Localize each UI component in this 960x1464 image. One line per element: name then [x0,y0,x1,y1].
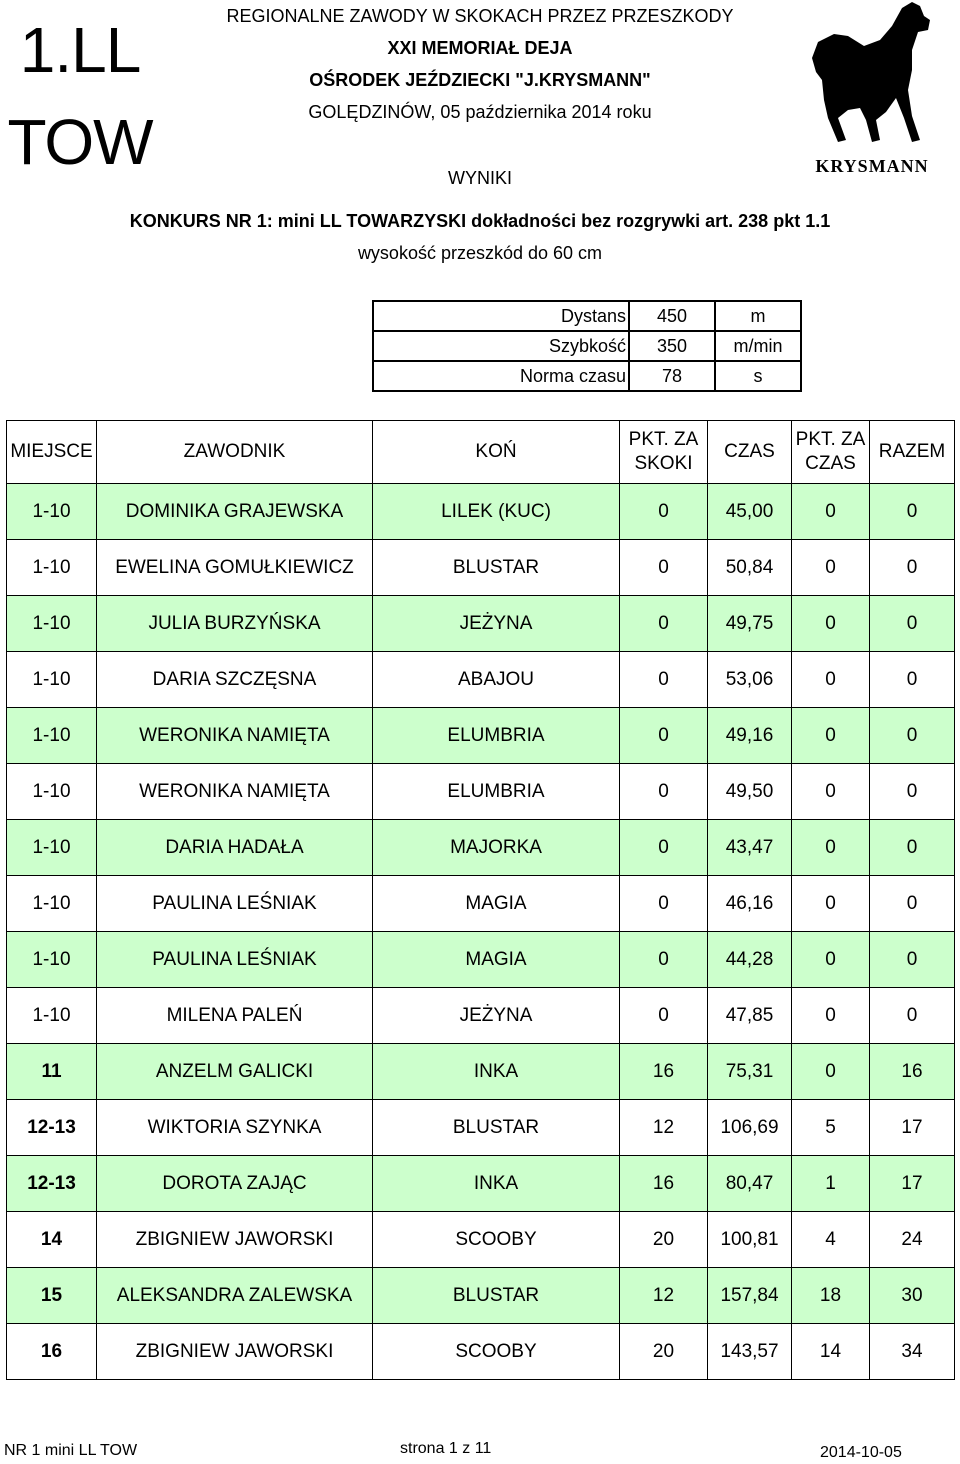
cell-rider: PAULINA LEŚNIAK [97,932,373,988]
cell-rider: ZBIGNIEW JAWORSKI [97,1212,373,1268]
cell-time: 45,00 [708,484,792,540]
event-subtitle: XXI MEMORIAŁ DEJA [387,38,573,58]
cell-time-points: 0 [792,1044,870,1100]
logo-text: KRYSMANN [815,156,929,176]
param-unit: s [715,361,801,391]
cell-time: 43,47 [708,820,792,876]
cell-jump-points: 0 [620,652,708,708]
cell-time: 47,85 [708,988,792,1044]
cell-time-points: 18 [792,1268,870,1324]
cell-total: 34 [870,1324,955,1380]
cell-jump-points: 20 [620,1324,708,1380]
cell-place: 15 [7,1268,97,1324]
venue-name: OŚRODEK JEŹDZIECKI "J.KRYSMANN" [309,70,651,90]
param-label: Dystans [373,301,629,331]
results-title: WYNIKI [447,168,512,188]
cell-horse: ELUMBRIA [373,708,620,764]
cell-jump-points: 0 [620,540,708,596]
cell-horse: BLUSTAR [373,540,620,596]
cell-jump-points: 20 [620,1212,708,1268]
param-row-speed [373,331,801,361]
cell-horse: BLUSTAR [373,1100,620,1156]
cell-rider: DARIA SZCZĘSNA [97,652,373,708]
cell-time-points: 0 [792,932,870,988]
cell-time-points: 0 [792,484,870,540]
side-code-line2: TOW [7,106,153,178]
cell-jump-points: 0 [620,988,708,1044]
cell-horse: ABAJOU [373,652,620,708]
header-horse: KOŃ [373,421,620,484]
table-row [7,540,955,596]
header-time-points-l1: PKT. ZA [795,429,866,450]
cell-horse: SCOOBY [373,1324,620,1380]
cell-horse: MAGIA [373,876,620,932]
cell-total: 0 [870,876,955,932]
cell-rider: DOMINIKA GRAJEWSKA [97,484,373,540]
cell-jump-points: 16 [620,1044,708,1100]
header-time-points [792,421,870,484]
cell-rider: JULIA BURZYŃSKA [97,596,373,652]
cell-time-points: 14 [792,1324,870,1380]
cell-total: 16 [870,1044,955,1100]
table-row [7,1044,955,1100]
cell-jump-points: 0 [620,820,708,876]
cell-jump-points: 12 [620,1268,708,1324]
cell-jump-points: 0 [620,708,708,764]
header-rider: ZAWODNIK [97,421,373,484]
cell-time-points: 0 [792,876,870,932]
cell-rider: ALEKSANDRA ZALEWSKA [97,1268,373,1324]
cell-time: 50,84 [708,540,792,596]
table-row [7,820,955,876]
param-value: 78 [629,361,715,391]
cell-total: 0 [870,652,955,708]
header-jump-points-l1: PKT. ZA [628,429,699,450]
table-row [7,1100,955,1156]
footer-date: 2014-10-05 [820,1444,902,1461]
header-time-points-l2: CZAS [805,453,856,474]
cell-total: 0 [870,540,955,596]
footer-page: strona 1 z 11 [400,1440,492,1457]
cell-total: 17 [870,1100,955,1156]
cell-time: 75,31 [708,1044,792,1100]
cell-place: 1-10 [7,764,97,820]
cell-time-points: 0 [792,596,870,652]
results-body [7,484,955,1380]
event-title: REGIONALNE ZAWODY W SKOKACH PRZEZ PRZESZKODY [226,6,734,26]
cell-rider: MILENA PALEŃ [97,988,373,1044]
cell-time: 49,16 [708,708,792,764]
cell-time: 44,28 [708,932,792,988]
header-place: MIEJSCE [7,421,97,484]
cell-rider: DARIA HADAŁA [97,820,373,876]
results-table [6,420,955,1380]
cell-time: 100,81 [708,1212,792,1268]
cell-horse: LILEK (KUC) [373,484,620,540]
cell-rider: WERONIKA NAMIĘTA [97,764,373,820]
cell-place: 16 [7,1324,97,1380]
cell-place: 1-10 [7,820,97,876]
cell-horse: JEŻYNA [373,596,620,652]
param-value: 450 [629,301,715,331]
param-unit: m/min [715,331,801,361]
cell-total: 24 [870,1212,955,1268]
table-row [7,484,955,540]
table-row [7,1324,955,1380]
cell-horse: INKA [373,1044,620,1100]
cell-jump-points: 0 [620,876,708,932]
cell-time: 157,84 [708,1268,792,1324]
table-row [7,1156,955,1212]
cell-time-points: 0 [792,708,870,764]
footer-left: NR 1 mini LL TOW [4,1442,138,1459]
cell-jump-points: 0 [620,484,708,540]
cell-place: 1-10 [7,932,97,988]
cell-rider: WIKTORIA SZYNKA [97,1100,373,1156]
contest-line: KONKURS NR 1: mini LL TOWARZYSKI dokładności bez rozgrywki art. 238 pkt 1.1 [129,211,831,231]
cell-rider: DOROTA ZAJĄC [97,1156,373,1212]
side-code-line1: 1.LL [19,14,141,86]
cell-place: 1-10 [7,652,97,708]
cell-place: 12-13 [7,1100,97,1156]
cell-time: 106,69 [708,1100,792,1156]
cell-rider: PAULINA LEŚNIAK [97,876,373,932]
cell-rider: ZBIGNIEW JAWORSKI [97,1324,373,1380]
cell-place: 11 [7,1044,97,1100]
cell-time-points: 0 [792,540,870,596]
header-jump-points-l2: SKOKI [634,453,693,474]
table-row [7,988,955,1044]
venue-date: GOLĘDZINÓW, 05 października 2014 roku [308,102,652,122]
cell-rider: EWELINA GOMUŁKIEWICZ [97,540,373,596]
header-total: RAZEM [870,421,955,484]
table-row [7,932,955,988]
table-row [7,652,955,708]
cell-place: 1-10 [7,596,97,652]
cell-time: 46,16 [708,876,792,932]
param-label: Norma czasu [373,361,629,391]
cell-jump-points: 0 [620,596,708,652]
cell-total: 0 [870,988,955,1044]
cell-place: 1-10 [7,988,97,1044]
cell-horse: BLUSTAR [373,1268,620,1324]
table-row [7,708,955,764]
table-row [7,876,955,932]
cell-horse: SCOOBY [373,1212,620,1268]
param-value: 350 [629,331,715,361]
krysmann-logo [808,0,936,180]
cell-horse: MAGIA [373,932,620,988]
cell-jump-points: 16 [620,1156,708,1212]
cell-time: 143,57 [708,1324,792,1380]
cell-total: 0 [870,596,955,652]
header-time: CZAS [708,421,792,484]
horse-logo-icon [808,0,936,180]
param-row-distance [373,301,801,331]
cell-total: 0 [870,708,955,764]
param-label: Szybkość [373,331,629,361]
header-jump-points [620,421,708,484]
cell-total: 0 [870,484,955,540]
cell-total: 17 [870,1156,955,1212]
cell-horse: MAJORKA [373,820,620,876]
cell-time-points: 5 [792,1100,870,1156]
cell-rider: WERONIKA NAMIĘTA [97,708,373,764]
table-row [7,764,955,820]
cell-time: 53,06 [708,652,792,708]
cell-total: 0 [870,932,955,988]
cell-place: 1-10 [7,540,97,596]
cell-time-points: 0 [792,764,870,820]
table-row [7,1268,955,1324]
cell-horse: INKA [373,1156,620,1212]
cell-time-points: 0 [792,820,870,876]
cell-time: 49,50 [708,764,792,820]
cell-place: 1-10 [7,484,97,540]
cell-place: 14 [7,1212,97,1268]
param-row-time-limit [373,361,801,391]
cell-place: 1-10 [7,708,97,764]
results-header-row [7,421,955,484]
cell-time: 80,47 [708,1156,792,1212]
cell-total: 0 [870,764,955,820]
cell-time-points: 0 [792,652,870,708]
table-row [7,596,955,652]
cell-horse: ELUMBRIA [373,764,620,820]
cell-total: 30 [870,1268,955,1324]
cell-place: 12-13 [7,1156,97,1212]
cell-time-points: 1 [792,1156,870,1212]
cell-total: 0 [870,820,955,876]
cell-jump-points: 0 [620,932,708,988]
cell-rider: ANZELM GALICKI [97,1044,373,1100]
cell-time: 49,75 [708,596,792,652]
param-unit: m [715,301,801,331]
height-line: wysokość przeszkód do 60 cm [357,243,603,263]
cell-time-points: 4 [792,1212,870,1268]
cell-jump-points: 12 [620,1100,708,1156]
cell-time-points: 0 [792,988,870,1044]
cell-horse: JEŻYNA [373,988,620,1044]
course-parameters [372,300,802,392]
cell-place: 1-10 [7,876,97,932]
table-row [7,1212,955,1268]
cell-jump-points: 0 [620,764,708,820]
